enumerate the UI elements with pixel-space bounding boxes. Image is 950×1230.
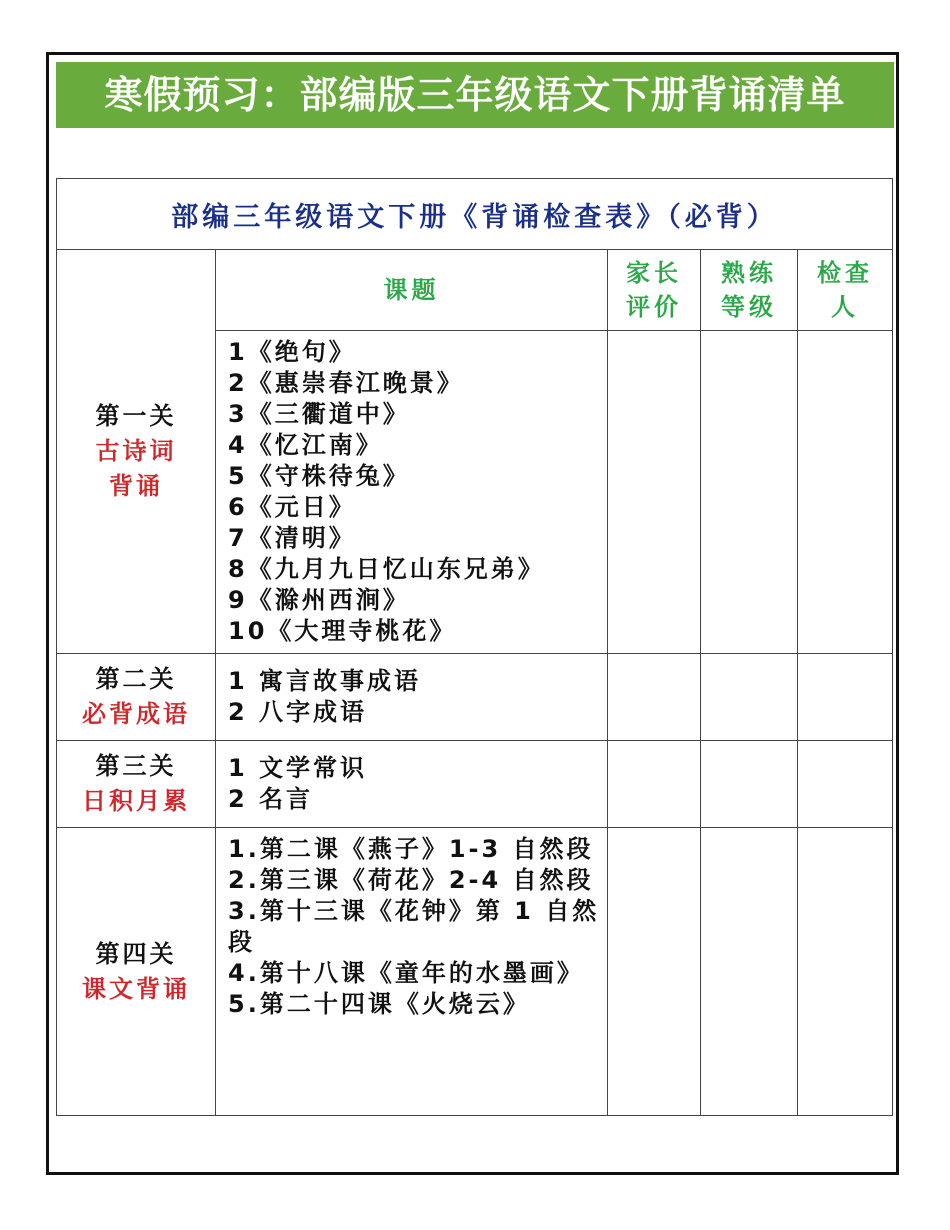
header-checker-line1: 检查 <box>817 259 873 287</box>
header-proficiency-line2: 等级 <box>721 293 777 321</box>
header-parent-eval <box>608 250 701 331</box>
list-item: 5.第二十四课《火烧云》 <box>228 990 530 1018</box>
banner-title: 寒假预习：部编版三年级语文下册背诵清单 <box>56 62 894 128</box>
header-parent-eval-line2: 评价 <box>626 293 682 321</box>
list-item: 3.第十三课《花钟》第 1 自然段 <box>228 897 600 956</box>
proficiency-cell[interactable] <box>701 741 798 828</box>
list-item: 8《九月九日忆山东兄弟》 <box>228 555 545 583</box>
list-item: 2 八字成语 <box>228 698 368 726</box>
items-cell-3 <box>216 741 608 828</box>
stage-category: 课文背诵 <box>82 974 190 1003</box>
stage-cell-2 <box>57 654 216 741</box>
header-row <box>57 250 893 331</box>
header-parent-eval-line1: 家长 <box>626 259 682 287</box>
recitation-checklist-table <box>56 178 893 1116</box>
checker-cell[interactable] <box>798 654 893 741</box>
stage-cell-4 <box>57 828 216 1116</box>
list-item: 1《绝句》 <box>228 338 356 366</box>
list-item: 2.第三课《荷花》2-4 自然段 <box>228 866 594 894</box>
checker-cell[interactable] <box>798 828 893 1116</box>
table-row <box>57 741 893 828</box>
list-item: 7《清明》 <box>228 524 356 552</box>
list-item: 10《大理寺桃花》 <box>228 617 457 645</box>
stage-level: 第四关 <box>95 939 177 968</box>
stage-category: 必背成语 <box>82 700 190 728</box>
list-item: 2 名言 <box>228 785 314 813</box>
proficiency-cell[interactable] <box>701 654 798 741</box>
list-item: 2《惠崇春江晚景》 <box>228 369 464 397</box>
proficiency-cell[interactable] <box>701 828 798 1116</box>
parent-eval-cell[interactable] <box>608 741 701 828</box>
list-item: 1.第二课《燕子》1-3 自然段 <box>228 835 594 863</box>
list-item: 5《守株待兔》 <box>228 462 410 490</box>
items-cell-2 <box>216 654 608 741</box>
list-item: 1 寓言故事成语 <box>228 667 422 695</box>
items-cell-1 <box>216 331 608 654</box>
stage-level: 第三关 <box>95 752 177 780</box>
header-checker-line2: 人 <box>831 293 859 321</box>
header-proficiency <box>701 250 798 331</box>
checker-cell[interactable] <box>798 741 893 828</box>
proficiency-cell[interactable] <box>701 331 798 654</box>
header-proficiency-line1: 熟练 <box>721 259 777 287</box>
list-item: 1 文学常识 <box>228 754 368 782</box>
list-item: 9《滁州西涧》 <box>228 586 410 614</box>
parent-eval-cell[interactable] <box>608 828 701 1116</box>
parent-eval-cell[interactable] <box>608 654 701 741</box>
list-item: 4《忆江南》 <box>228 431 383 459</box>
checker-cell[interactable] <box>798 331 893 654</box>
table-row <box>57 654 893 741</box>
stage-cell-3 <box>57 741 216 828</box>
header-topic: 课题 <box>216 250 608 331</box>
table-row <box>57 828 893 1116</box>
list-item: 4.第十八课《童年的水墨画》 <box>228 959 584 987</box>
stage-cell-1 <box>57 250 216 654</box>
caption-row <box>57 179 893 250</box>
items-cell-4 <box>216 828 608 1116</box>
list-item: 6《元日》 <box>228 493 356 521</box>
parent-eval-cell[interactable] <box>608 331 701 654</box>
list-item: 3《三衢道中》 <box>228 400 410 428</box>
stage-category: 背诵 <box>109 472 163 500</box>
stage-level: 第二关 <box>95 665 177 693</box>
stage-category: 日积月累 <box>82 787 190 815</box>
stage-category: 古诗词 <box>95 437 177 465</box>
header-checker <box>798 250 893 331</box>
stage-level: 第一关 <box>95 402 177 430</box>
table-caption: 部编三年级语文下册《背诵检查表》（必背） <box>57 179 893 250</box>
